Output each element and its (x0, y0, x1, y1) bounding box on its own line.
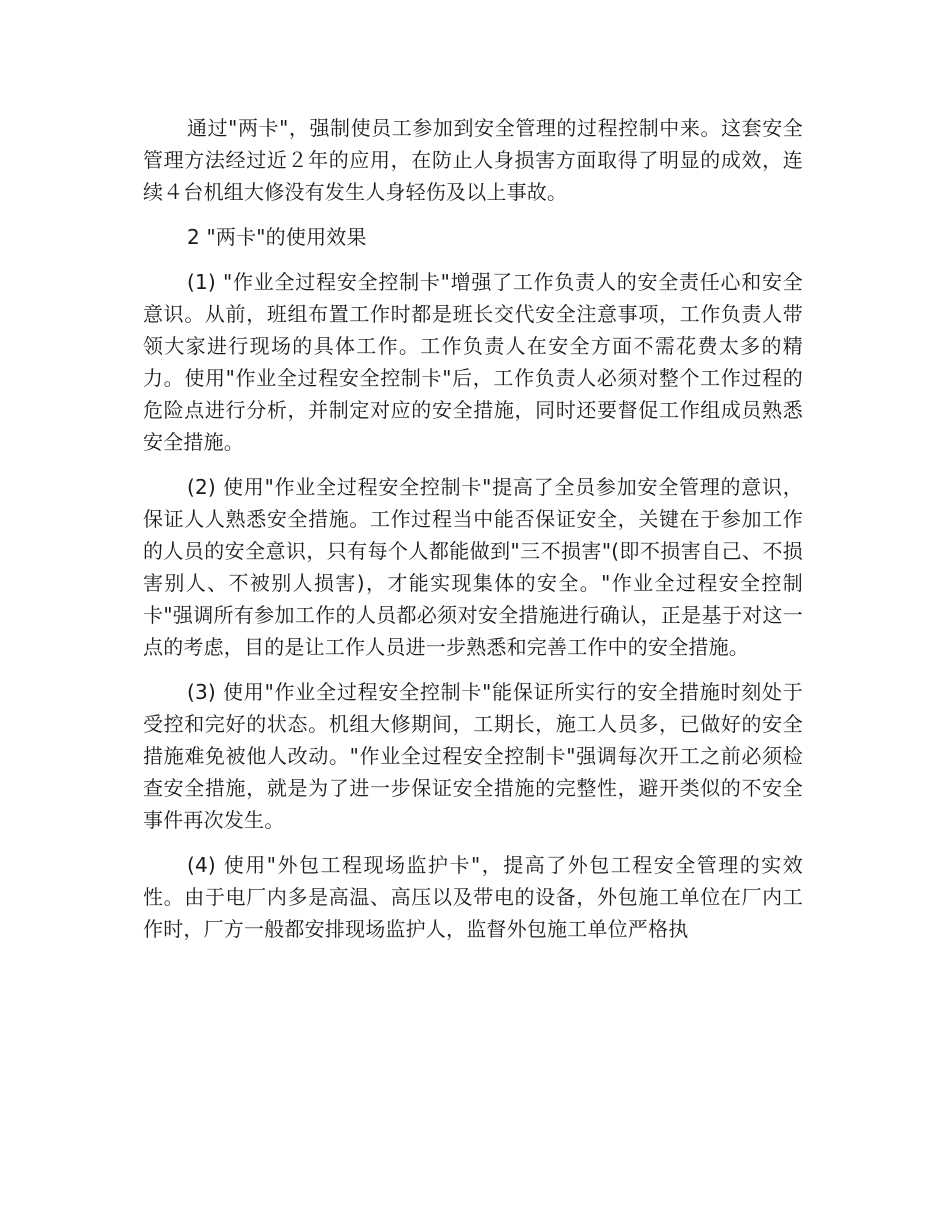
paragraph-1: (1) "作业全过程安全控制卡"增强了工作负责人的安全责任心和安全意识。从前，班组布置工作时都是班长交代安全注意事项，工作负责人带领大家进行现场的具体工作。工作负责人在安全方面不需花费太多的精力。使用"作业全过程安全控制卡"后，工作负责人必须对整个工作过程的危险点进行分析，并制定对应的安全措施，同时还要督促工作组成员熟悉安全措施。 (143, 270, 803, 454)
paragraph-3: (3) 使用"作业全过程安全控制卡"能保证所实行的安全措施时刻处于受控和完好的状态。机组大修期间，工期长，施工人员多，已做好的安全措施难免被他人改动。"作业全过程安全控制卡"强调每次开工之前必须检查安全措施，就是为了进一步保证安全措施的完整性，避开类似的不安全事件再次发生。 (143, 680, 803, 832)
paragraph-4: (4) 使用"外包工程现场监护卡"，提高了外包工程安全管理的实效性。由于电厂内多是高温、高压以及带电的设备，外包施工单位在厂内工作时，厂方一般都安排现场监护人，监督外包施工单位严格执 (143, 853, 803, 941)
section-heading: 2 "两卡"的使用效果 (187, 225, 367, 249)
document-body (143, 112, 803, 945)
intro-paragraph: 通过"两卡"，强制使员工参加到安全管理的过程控制中来。这套安全管理方法经过近２年的应用，在防止人身损害方面取得了明显的成效，连续４台机组大修没有发生人身轻伤及以上事故。 (143, 116, 803, 204)
paragraph-2: (2) 使用"作业全过程安全控制卡"提高了全员参加安全管理的意识，保证人人熟悉安全措施。工作过程当中能否保证安全，关键在于参加工作的人员的安全意识，只有每个人都能做到"三不损害"(即不损害自己、不损害别人、不被别人损害)，才能实现集体的安全。"作业全过程安全控制卡"强调所有参加工作的人员都必须对安全措施进行确认，正是基于对这一点的考虑，目的是让工作人员进一步熟悉和完善工作中的安全措施。 (143, 475, 803, 659)
